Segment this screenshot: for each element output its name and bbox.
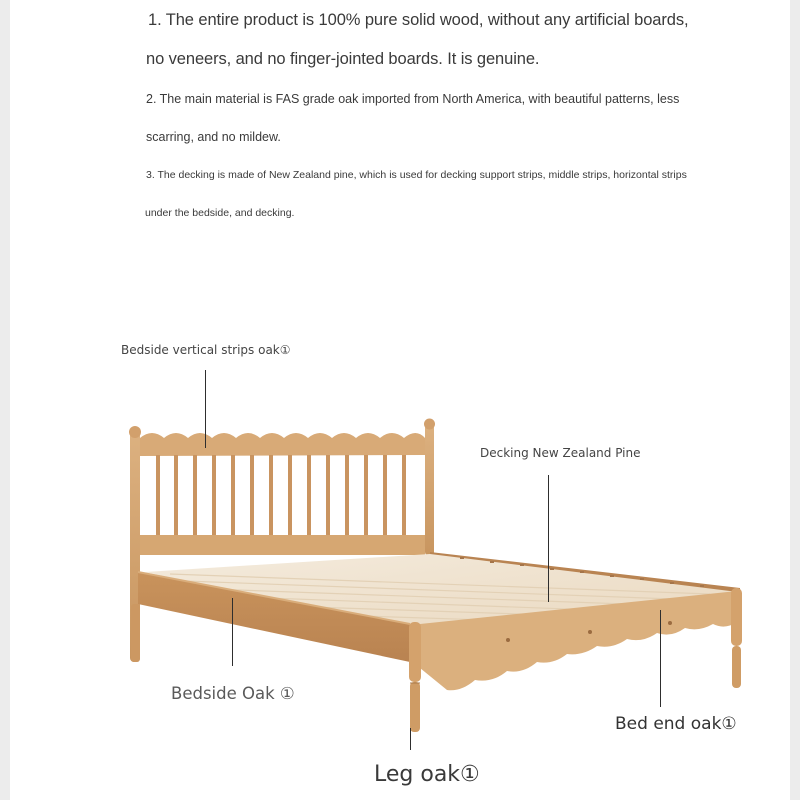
description-point-1-line-1: 1. The entire product is 100% pure solid wood, without any artificial boards,	[148, 11, 689, 29]
leader-line-bed-end	[660, 610, 661, 707]
leader-line-leg	[410, 728, 411, 750]
description-point-2-line-1: 2. The main material is FAS grade oak imported from North America, with beautiful patterns, less	[146, 92, 680, 106]
label-decking: Decking New Zealand Pine	[480, 446, 641, 460]
description-point-1-line-2: no veneers, and no finger-jointed boards. It is genuine.	[146, 50, 540, 68]
leader-line-side-rail	[232, 598, 233, 666]
product-detail-page	[10, 0, 790, 800]
label-leg: Leg oak①	[374, 762, 480, 787]
description-point-2-line-2: scarring, and no mildew.	[146, 130, 281, 144]
leader-line-headboard-strips	[205, 370, 206, 448]
description-point-3-line-2: under the bedside, and decking.	[145, 207, 295, 219]
leader-line-decking	[548, 475, 549, 602]
label-bed-end: Bed end oak①	[615, 714, 737, 734]
label-headboard-strips: Bedside vertical strips oak①	[121, 343, 291, 357]
bed-product-image	[10, 0, 790, 800]
description-point-3-line-1: 3. The decking is made of New Zealand pine, which is used for decking support strips, middle strips, horizontal strips	[146, 169, 687, 181]
label-side-rail: Bedside Oak ①	[171, 684, 295, 703]
